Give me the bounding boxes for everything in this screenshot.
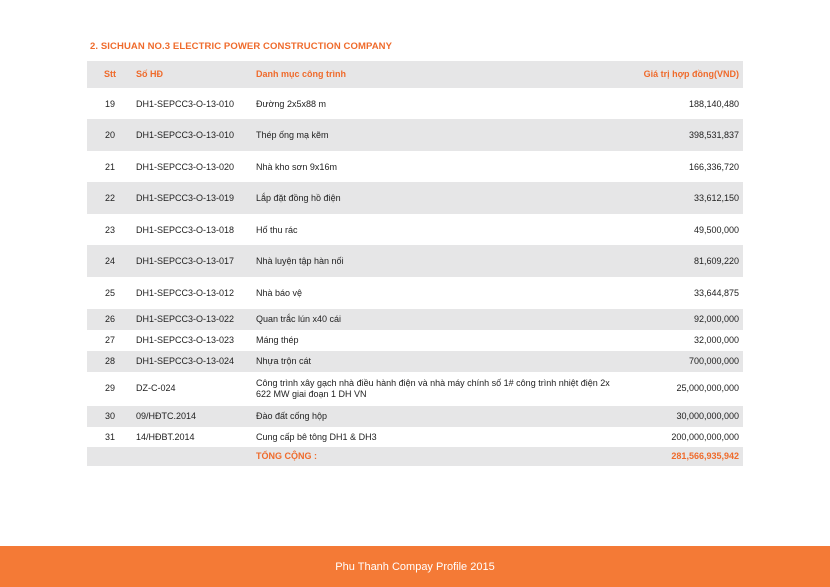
cell-so-hd: DH1-SEPCC3-O-13-023 — [136, 335, 235, 345]
cell-stt: 28 — [104, 356, 115, 366]
cell-stt: 31 — [104, 432, 115, 442]
table-row — [87, 309, 743, 330]
total-label: TỔNG CỘNG : — [256, 451, 317, 461]
cell-so-hd: 09/HĐTC.2014 — [136, 411, 197, 421]
cell-danh-muc: Thép ống mạ kẽm — [256, 130, 329, 140]
footer-text: Phu Thanh Compay Profile 2015 — [335, 560, 495, 573]
cell-stt: 22 — [104, 193, 115, 203]
cell-so-hd: DH1-SEPCC3-O-13-010 — [136, 130, 235, 140]
cell-stt: 24 — [104, 256, 115, 266]
cell-danh-muc: Nhựa trộn cát — [256, 356, 312, 366]
header-danh-muc: Danh mục công trình — [256, 69, 346, 79]
cell-stt: 23 — [104, 225, 115, 235]
cell-danh-muc: Đào đất cống hộp — [256, 411, 328, 421]
section-title: 2. SICHUAN NO.3 ELECTRIC POWER CONSTRUCTION COMPANY — [90, 41, 393, 52]
total-value: 281,566,935,942 — [671, 451, 739, 461]
cell-danh-muc: Nhà luyện tập hàn nối — [256, 256, 344, 266]
cell-so-hd: DH1-SEPCC3-O-13-024 — [136, 356, 235, 366]
footer-bar — [0, 546, 830, 587]
cell-so-hd: DH1-SEPCC3-O-13-010 — [136, 99, 235, 109]
cell-stt: 20 — [104, 130, 115, 140]
cell-gia-tri: 398,531,837 — [688, 130, 739, 140]
cell-so-hd: DH1-SEPCC3-O-13-017 — [136, 256, 235, 266]
header-so-hd: Số HĐ — [136, 69, 163, 79]
table-row — [87, 151, 743, 182]
cell-danh-muc: Nhà báo vệ — [256, 288, 303, 298]
table-row — [87, 351, 743, 372]
cell-so-hd: DH1-SEPCC3-O-13-018 — [136, 225, 235, 235]
cell-gia-tri: 92,000,000 — [693, 314, 739, 324]
cell-gia-tri: 81,609,220 — [693, 256, 739, 266]
table-row — [87, 119, 743, 151]
cell-danh-muc: Máng thép — [256, 335, 299, 345]
header-gia-tri: Giá trị hợp đồng(VND) — [643, 69, 739, 79]
cell-gia-tri: 49,500,000 — [693, 225, 739, 235]
cell-stt: 30 — [104, 411, 115, 421]
cell-gia-tri: 166,336,720 — [688, 162, 739, 172]
cell-gia-tri: 32,000,000 — [693, 335, 739, 345]
header-stt: Stt — [104, 69, 116, 79]
cell-so-hd: DH1-SEPCC3-O-13-022 — [136, 314, 235, 324]
table-row — [87, 330, 743, 351]
cell-danh-muc: Đường 2x5x88 m — [256, 99, 326, 109]
cell-gia-tri: 25,000,000,000 — [676, 383, 739, 393]
table-row — [87, 182, 743, 214]
cell-so-hd: 14/HĐBT.2014 — [136, 432, 195, 442]
cell-stt: 26 — [104, 314, 115, 324]
cell-gia-tri: 188,140,480 — [688, 99, 739, 109]
table-row — [87, 372, 743, 406]
cell-stt: 29 — [104, 383, 115, 393]
cell-stt: 27 — [104, 335, 115, 345]
cell-danh-muc: Công trình xây gạch nhà điều hành điện và nhà máy chính số 1# công trình nhiệt điện 2x 622 MW giai đoạn 1 DH VN — [256, 378, 610, 399]
table-row — [87, 88, 743, 119]
cell-so-hd: DH1-SEPCC3-O-13-020 — [136, 162, 235, 172]
table-row — [87, 427, 743, 447]
total-row — [87, 447, 743, 466]
cell-gia-tri: 33,612,150 — [693, 193, 739, 203]
cell-so-hd: DZ-C-024 — [136, 383, 176, 393]
cell-stt: 21 — [104, 162, 115, 172]
cell-danh-muc: Quan trắc lún x40 cái — [256, 314, 342, 324]
contracts-table — [87, 61, 743, 466]
cell-danh-muc: Lắp đặt đồng hồ điện — [256, 193, 341, 203]
cell-so-hd: DH1-SEPCC3-O-13-019 — [136, 193, 235, 203]
table-header — [87, 61, 743, 88]
cell-stt: 25 — [104, 288, 115, 298]
cell-gia-tri: 700,000,000 — [688, 356, 739, 366]
cell-danh-muc: Hố thu rác — [256, 225, 298, 235]
table-row — [87, 245, 743, 277]
cell-so-hd: DH1-SEPCC3-O-13-012 — [136, 288, 235, 298]
cell-gia-tri: 200,000,000,000 — [671, 432, 739, 442]
table-row — [87, 214, 743, 245]
cell-stt: 19 — [104, 99, 115, 109]
cell-gia-tri: 33,644,875 — [693, 288, 739, 298]
table-row — [87, 406, 743, 427]
cell-danh-muc: Cung cấp bê tông DH1 & DH3 — [256, 432, 377, 442]
table-row — [87, 277, 743, 309]
cell-gia-tri: 30,000,000,000 — [676, 411, 739, 421]
cell-danh-muc: Nhà kho sơn 9x16m — [256, 162, 337, 172]
